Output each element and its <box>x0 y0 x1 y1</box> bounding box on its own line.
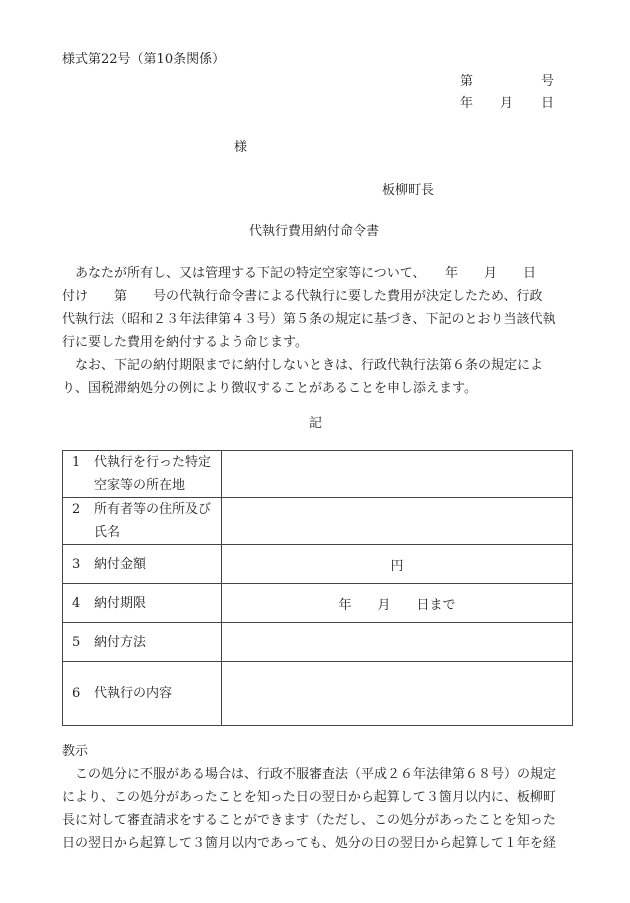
row-number: 1 <box>72 455 81 470</box>
row-value <box>222 451 573 498</box>
notice-line: この処分に不服がある場合は、行政不服審査法（平成２６年法律第６８号）の規定 <box>75 767 557 782</box>
notice-line: 長に対して審査請求をすることができます（ただし、この処分があったことを知った <box>62 813 556 828</box>
notice-text <box>62 763 574 855</box>
form-number: 様式第22号（第10条関係） <box>62 52 226 67</box>
row-number: 3 <box>72 556 81 572</box>
row-value <box>222 662 573 726</box>
row-label: 代執行を行った特定空家等の所在地 <box>94 455 212 493</box>
body-line: 代執行法（昭和２３年法律第４３号）第５条の規定に基づき、下記のとおり当該代執 <box>62 312 556 327</box>
details-table <box>62 450 573 726</box>
body-text <box>62 262 574 400</box>
row-number: 2 <box>72 502 81 517</box>
date-year: 年 <box>460 96 474 111</box>
row-value: 年 月 日まで <box>222 584 573 623</box>
date-day: 日 <box>541 96 555 111</box>
table-row <box>63 623 573 662</box>
date-month: 月 <box>500 96 514 111</box>
table-row <box>63 662 573 726</box>
row-number: 4 <box>72 595 81 611</box>
row-label: 納付方法 <box>94 634 147 650</box>
row-label: 納付金額 <box>94 556 147 572</box>
row-value <box>222 623 573 662</box>
doc-number-suffix: 号 <box>541 74 555 89</box>
table-row <box>63 498 573 545</box>
row-label: 所有者等の住所及び氏名 <box>94 502 212 540</box>
row-number: 6 <box>72 686 81 701</box>
notice-heading: 教示 <box>62 744 89 759</box>
table-row <box>63 451 573 498</box>
row-label: 納付期限 <box>94 595 147 611</box>
row-value <box>222 498 573 545</box>
doc-number-prefix: 第 <box>460 74 474 89</box>
ki-label: 記 <box>309 416 323 431</box>
row-label: 代執行の内容 <box>94 686 173 701</box>
addressee-suffix: 様 <box>234 140 248 155</box>
body-line: あなたが所有し、又は管理する下記の特定空家等について、 年 月 日 <box>75 266 536 281</box>
table-row <box>63 545 573 584</box>
row-value: 円 <box>222 545 573 584</box>
document-title: 代執行費用納付命令書 <box>249 224 380 239</box>
notice-line: 日の翌日から起算して３箇月以内であっても、処分の日の翌日から起算して１年を経 <box>62 836 556 851</box>
body-line: 付け 第 号の代執行命令書による代執行に要した費用が決定したため、行政 <box>62 289 543 304</box>
row-number: 5 <box>72 634 81 650</box>
body-line: り、国税滞納処分の例により徴収することがあることを申し添えます。 <box>62 381 477 396</box>
issuer: 板柳町長 <box>382 183 435 198</box>
notice-line: により、この処分があったことを知った日の翌日から起算して３箇月以内に、板柳町 <box>62 790 556 805</box>
body-line: なお、下記の納付期限までに納付しないときは、行政代執行法第６条の規定によ <box>75 358 544 373</box>
body-line: 行に要した費用を納付するよう命じます。 <box>62 335 308 350</box>
table-row <box>63 584 573 623</box>
